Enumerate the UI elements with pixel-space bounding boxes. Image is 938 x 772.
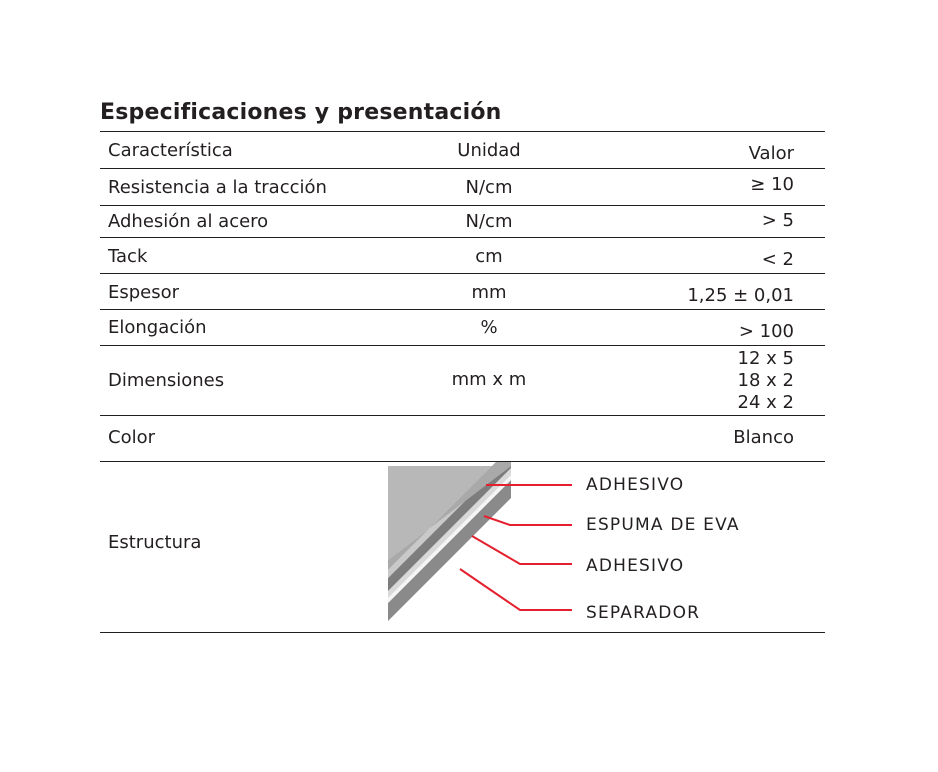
row-feature: Adhesión al acero (108, 211, 269, 232)
row-feature: Dimensiones (108, 370, 225, 391)
structure-feature: Estructura (108, 532, 202, 553)
row-feature: Espesor (108, 282, 180, 303)
row-value-line: 18 x 2 (737, 370, 794, 391)
rule-header (100, 168, 825, 169)
section-title: Especificaciones y presentación (100, 100, 502, 125)
header-value: Valor (748, 143, 794, 164)
layer-label-foam: ESPUMA DE EVA (586, 515, 740, 535)
rule-row-2 (100, 237, 825, 238)
leader-line-adhesive-bottom (472, 536, 572, 564)
rule-row-4 (100, 309, 825, 310)
row-feature: Tack (108, 246, 148, 267)
row-unit: mm x m (451, 369, 527, 390)
row-value: ≥ 10 (750, 174, 794, 195)
row-value: 1,25 ± 0,01 (687, 285, 794, 306)
layer-label-adhesive-top: ADHESIVO (586, 475, 685, 495)
row-unit: N/cm (465, 177, 513, 198)
header-unit: Unidad (457, 140, 521, 161)
row-unit: % (480, 317, 498, 338)
row-feature: Resistencia a la tracción (108, 177, 327, 198)
row-value: > 5 (761, 210, 794, 231)
row-unit: cm (475, 246, 503, 267)
rule-row-1 (100, 205, 825, 206)
row-unit: N/cm (465, 211, 513, 232)
rule-row-3 (100, 273, 825, 274)
leader-line-foam (484, 516, 572, 525)
row-value-line: 24 x 2 (737, 392, 794, 413)
layer-label-separator: SEPARADOR (586, 603, 701, 623)
rule-row-6 (100, 415, 825, 416)
row-value: Blanco (733, 427, 794, 448)
row-value: < 2 (761, 249, 794, 270)
rule-row-5 (100, 345, 825, 346)
row-feature: Color (108, 427, 155, 448)
row-value-line: 12 x 5 (737, 348, 794, 369)
leader-line-separator (460, 569, 572, 610)
header-feature: Característica (108, 140, 233, 161)
row-feature: Elongación (108, 317, 207, 338)
rule-top (100, 131, 825, 132)
rule-bottom (100, 632, 825, 633)
layer-label-adhesive-bottom: ADHESIVO (586, 556, 685, 576)
row-unit: mm (471, 282, 507, 303)
row-value: > 100 (738, 321, 794, 342)
